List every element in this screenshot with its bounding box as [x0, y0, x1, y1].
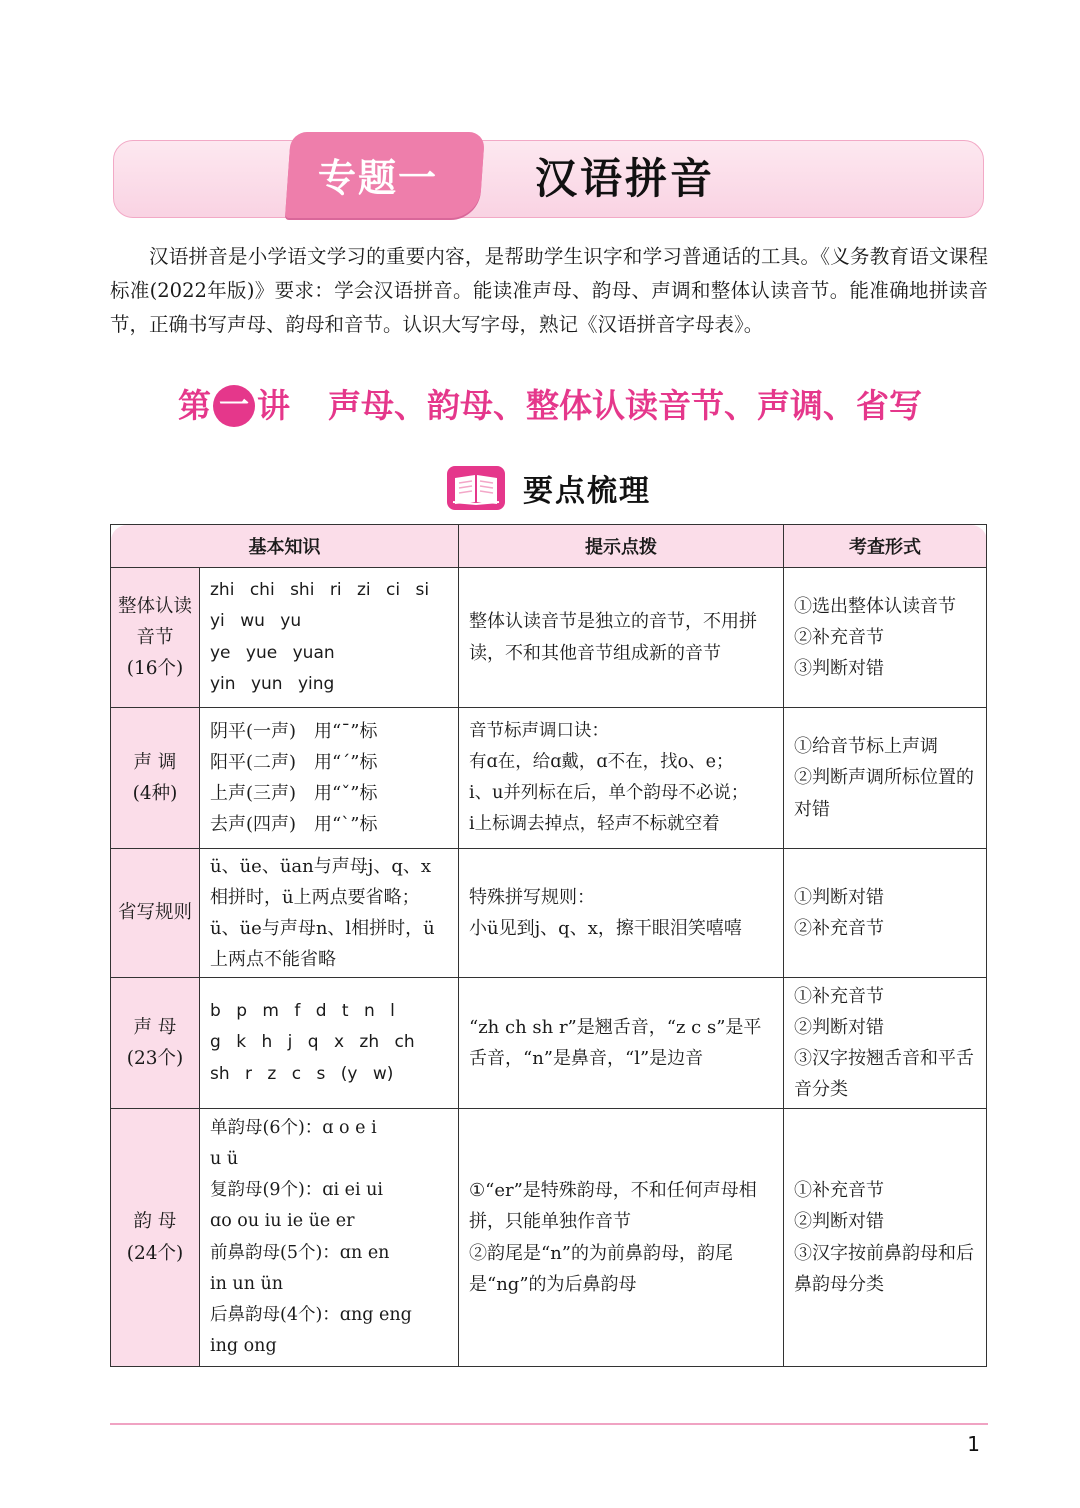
table-row [111, 568, 987, 708]
row-forms: ①补充音节 ②判断对错 ③汉字按前鼻韵母和后鼻韵母分类 [784, 1109, 987, 1367]
row-tips: 整体认读音节是独立的音节，不用拼读，不和其他音节组成新的音节 [459, 568, 784, 708]
footer-divider [110, 1423, 988, 1425]
row-tips: “zh ch sh r”是翘舌音，“z c s”是平舌音，“n”是鼻音，“l”是边音 [459, 978, 784, 1109]
table-row [111, 708, 987, 849]
row-category: 韵 母 (24个) [111, 1109, 200, 1367]
lecture-number: 一 [213, 385, 255, 427]
row-knowledge: zhi chi shi ri zi ci si yi wu yu ye yue yuan yin yun ying [200, 568, 459, 708]
section-title: 要点梳理 [523, 474, 651, 509]
row-forms: ①选出整体认读音节 ②补充音节 ③判断对错 [784, 568, 987, 708]
row-category: 声 调 (4种) [111, 708, 200, 849]
header-forms: 考查形式 [784, 525, 987, 568]
lecture-suffix: 讲 [257, 386, 290, 425]
table-row [111, 849, 987, 978]
section-heading [447, 464, 651, 512]
topic-title: 汉语拼音 [535, 154, 716, 203]
header-tips: 提示点拨 [459, 525, 784, 568]
book-icon [447, 466, 505, 510]
table-header-row [111, 525, 987, 568]
row-tips: 特殊拼写规则： 小ü见到j、q、x，擦干眼泪笑嘻嘻 [459, 849, 784, 978]
lecture-heading [178, 382, 978, 430]
row-knowledge: ü、üe、üan与声母j、q、x相拼时，ü上两点要省略；ü、üe与声母n、l相拼时，ü上两点不能省略 [200, 849, 459, 978]
row-knowledge: 单韵母(6个)：ɑ o e i u ü 复韵母(9个)：ɑi ei ui ɑo ou iu ie üe er 前鼻韵母(5个)：ɑn en in un ün 后鼻韵母(4个)：ɑng eng ing ong [200, 1109, 459, 1367]
row-forms: ①补充音节 ②判断对错 ③汉字按翘舌音和平舌音分类 [784, 978, 987, 1109]
intro-paragraph: 汉语拼音是小学语文学习的重要内容，是帮助学生识字和学习普通话的工具。《义务教育语文课程标准(2022年版)》要求：学会汉语拼音。能读准声母、韵母、声调和整体认读音节。能准确地拼读音节，正确书写声母、韵母和音节。认识大写字母，熟记《汉语拼音字母表》。 [110, 245, 988, 336]
page-number: 1 [967, 1432, 980, 1456]
row-tips: 音节标声调口诀： 有ɑ在，给ɑ戴，ɑ不在，找o、e； i、u并列标在后，单个韵母不必说； i上标调去掉点，轻声不标就空着 [459, 708, 784, 849]
row-forms: ①给音节标上声调 ②判断声调所标位置的对错 [784, 708, 987, 849]
table-row [111, 1109, 987, 1367]
knowledge-table [110, 524, 987, 1367]
row-knowledge: b p m f d t n l g k h j q x zh ch sh r z c s (y w) [200, 978, 459, 1109]
header-knowledge: 基本知识 [111, 525, 459, 568]
row-category: 声 母 (23个) [111, 978, 200, 1109]
lecture-title: 声母、韵母、整体认读音节、声调、省写 [328, 386, 922, 425]
row-category: 整体认读 音节 (16个) [111, 568, 200, 708]
row-category: 省写规则 [111, 849, 200, 978]
row-knowledge: 阴平(一声) 用“ˉ”标 阳平(二声) 用“ˊ”标 上声(三声) 用“ˇ”标 去声(四声) 用“ˋ”标 [200, 708, 459, 849]
row-tips: ①“er”是特殊韵母，不和任何声母相拼，只能单独作音节 ②韵尾是“n”的为前鼻韵母，韵尾是“ng”的为后鼻韵母 [459, 1109, 784, 1367]
lecture-prefix: 第 [178, 386, 211, 425]
row-forms: ①判断对错 ②补充音节 [784, 849, 987, 978]
table-row [111, 978, 987, 1109]
topic-tag: 专题一 [317, 156, 438, 200]
